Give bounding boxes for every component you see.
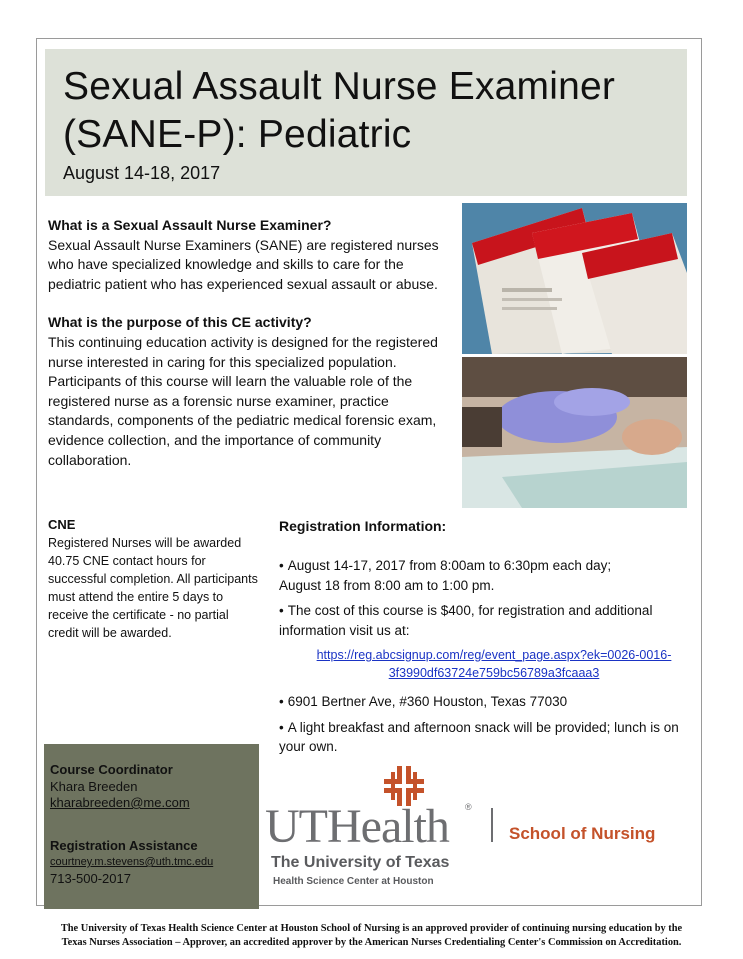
purpose-body: This continuing education activity is designed for the registered nurse interested in caring for this specialized population. Participants of this course will learn the valuable role of the registered nurse as a forensic nurse examiner, practice standards, components of the pediatric medical forensic exam, evidence collection, and the importance of community collaboration. — [48, 333, 438, 468]
footer-line-1: The University of Texas Health Science Center at Houston School of Nursing is an approved provider of continuing nursing education by the — [60, 923, 683, 934]
logo-divider — [491, 808, 493, 842]
dates-item — [279, 556, 689, 595]
cost-item — [279, 601, 689, 640]
address-text: • 6901 Bertner Ave, #360 Houston, Texas 77030 — [279, 694, 567, 709]
coordinator-name: Khara Breeden — [50, 778, 138, 794]
gloved-hands-photo — [462, 357, 687, 508]
cne-section — [48, 516, 258, 642]
cne-heading: CNE — [48, 517, 76, 532]
title-line-2: (SANE-P): Pediatric — [63, 113, 412, 156]
accreditation-footer — [0, 922, 743, 950]
contact-box — [44, 744, 259, 909]
coordinator-email[interactable]: kharabreeden@me.com — [50, 795, 190, 810]
registration-heading: Registration Information: — [279, 518, 447, 534]
course-date: August 14-18, 2017 — [63, 163, 221, 183]
what-is-sane-heading: What is a Sexual Assault Nurse Examiner? — [48, 217, 332, 233]
assistance-email[interactable]: courtney.m.stevens@uth.tmc.edu — [50, 856, 214, 868]
cost-text: • The cost of this course is $400, for registration and additional information visit us at: — [279, 603, 652, 638]
intro-section — [48, 216, 448, 470]
dates-line-2: August 18 from 8:00 am to 1:00 pm. — [279, 577, 495, 593]
food-text: • A light breakfast and afternoon snack will be provided; lunch is on your own. — [279, 720, 679, 755]
assistance-label: Registration Assistance — [50, 837, 198, 853]
registration-section — [279, 516, 689, 757]
address-item — [279, 692, 689, 712]
uthealth-logo — [265, 766, 695, 896]
title-band — [45, 49, 687, 196]
registration-link[interactable]: https://reg.abcsignup.com/reg/event_page.aspx?ek=0026-0016-3f3990df63724e759bc56789a3fcaaa3 — [316, 648, 672, 680]
hsc-label: Health Science Center at Houston — [273, 876, 434, 887]
dates-line-1: • August 14-17, 2017 from 8:00am to 6:30pm each day; — [279, 558, 611, 573]
uthealth-wordmark: UTHealth — [265, 800, 449, 853]
title-line-1: Sexual Assault Nurse Examiner — [63, 65, 616, 108]
coordinator-label: Course Coordinator — [50, 762, 173, 777]
footer-line-2: Texas Nurses Association – Approver, an accredited approver by the American Nurses Credentialing Center's Commission on Accreditation. — [61, 937, 682, 948]
what-is-sane-body: Sexual Assault Nurse Examiners (SANE) are registered nurses who have specialized knowledge and skills to care for the pediatric patient who has experienced sexual assault or abuse. — [48, 236, 439, 292]
purpose-heading: What is the purpose of this CE activity? — [48, 314, 312, 331]
page-title — [63, 63, 687, 159]
university-label: The University of Texas — [271, 854, 450, 871]
food-item — [279, 718, 689, 757]
school-of-nursing-label: School of Nursing — [509, 824, 656, 843]
registered-mark: ® — [465, 802, 472, 812]
assistance-phone: 713-500-2017 — [50, 870, 131, 886]
cne-body: Registered Nurses will be awarded 40.75 CNE contact hours for successful completion. All participants must attend the entire 5 days to receive the certificate - no partial credit will be awarded. — [48, 536, 258, 640]
evidence-envelopes-photo — [462, 203, 687, 354]
